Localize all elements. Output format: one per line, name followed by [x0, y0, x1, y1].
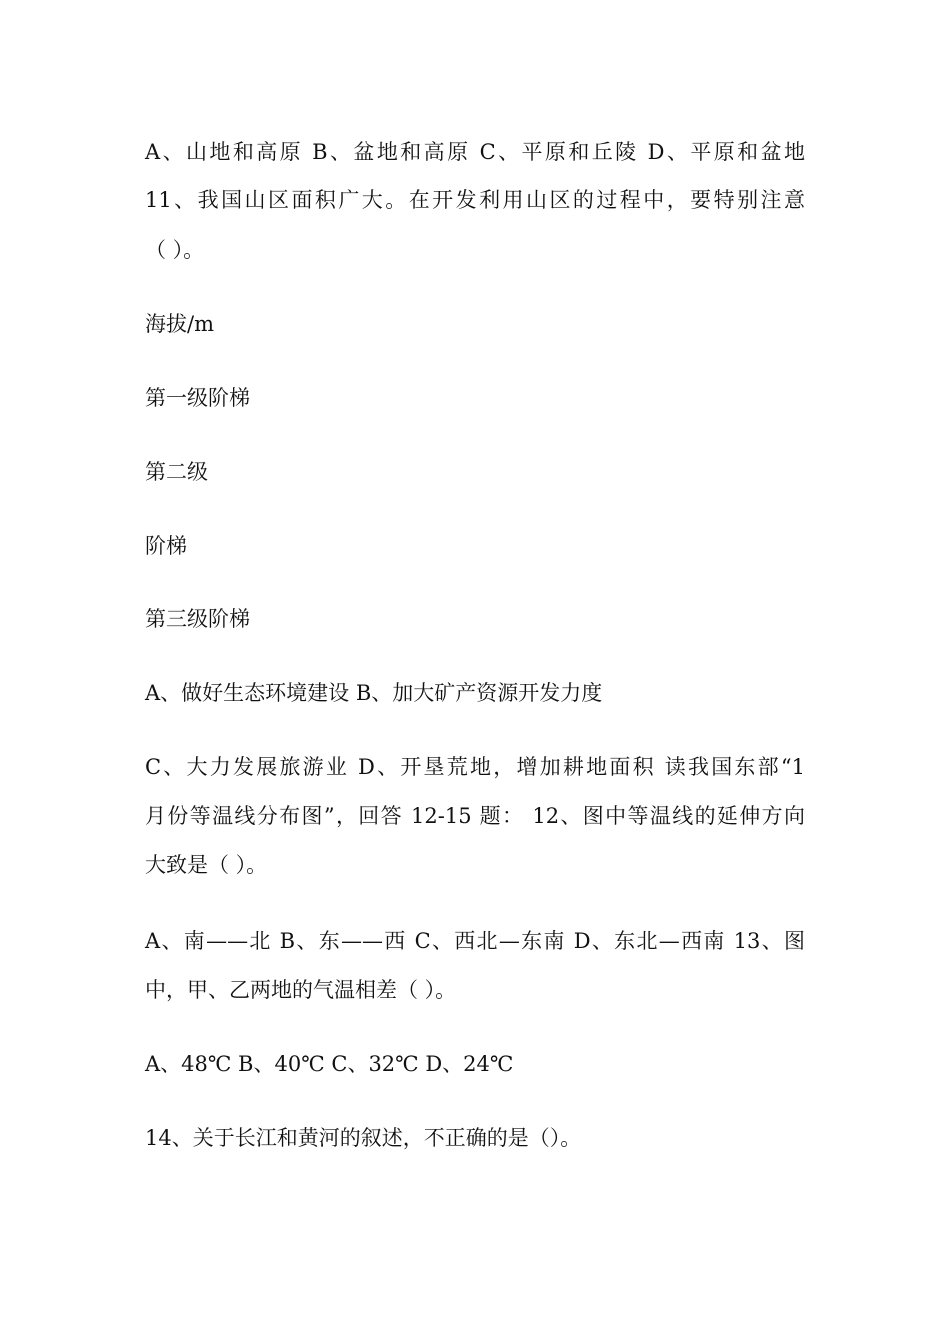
q13-stem: 中，甲、乙两地的气温相差（ ）。: [145, 978, 457, 1002]
q13-options: A、48℃ B、40℃ C、32℃ D、24℃: [145, 1052, 514, 1076]
figure-label-step: 阶梯: [145, 534, 187, 558]
figure-label-first-step: 第一级阶梯: [145, 386, 250, 410]
q12-options: A、南——北 B、东——西 C、西北—东南 D、东北—西南 13、图: [145, 929, 805, 953]
q11-options-ab: A、做好生态环境建设 B、加大矿产资源开发力度: [145, 681, 603, 705]
figure-label-altitude: 海拔/m: [145, 312, 214, 336]
q11-stem: 11、我国山区面积广大。在开发利用山区的过程中，要特别注意: [145, 188, 805, 212]
q12-stem: 月份等温线分布图”，回答 12-15 题： 12、图中等温线的延伸方向: [145, 804, 805, 828]
q14-stem: 14、关于长江和黄河的叙述，不正确的是（）。: [145, 1126, 582, 1150]
q11-blank: （ ）。: [145, 238, 205, 262]
q12-blank: 大致是（ ）。: [145, 853, 268, 877]
figure-label-second-level: 第二级: [145, 460, 208, 484]
figure-label-third-step: 第三级阶梯: [145, 607, 250, 631]
q11-options-cd: C、大力发展旅游业 D、开垦荒地，增加耕地面积 读我国东部“1: [145, 755, 805, 779]
q10-options: A、山地和高原 B、盆地和高原 C、平原和丘陵 D、平原和盆地: [145, 140, 805, 164]
